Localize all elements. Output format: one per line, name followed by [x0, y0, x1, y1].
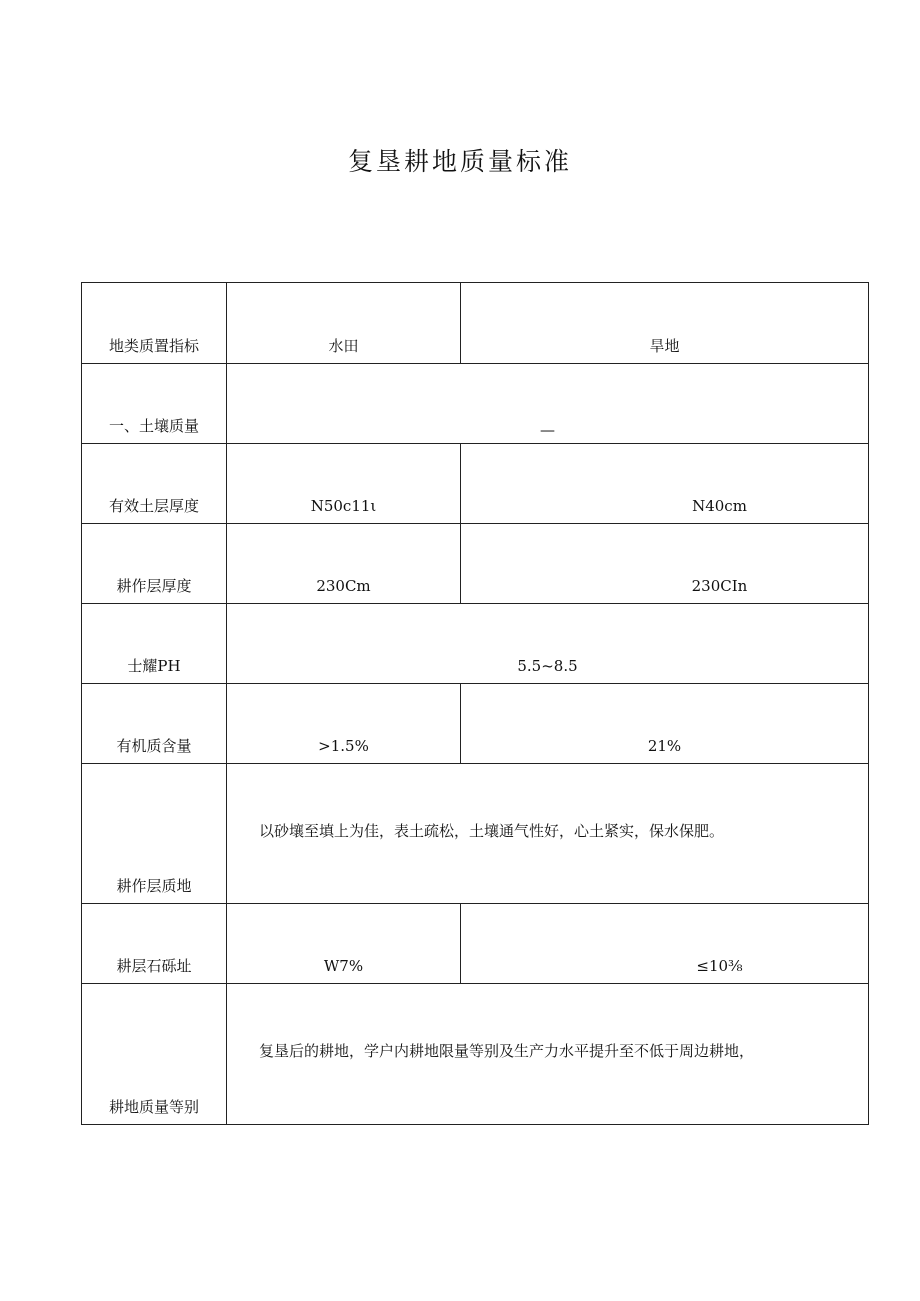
- dry-value-cell: N40cm: [461, 444, 869, 524]
- row-label: 有机质含量: [82, 684, 227, 764]
- merged-value-text: 复垦后的耕地，学户内耕地限量等别及生产力水平提升至不低于周边耕地，: [259, 1042, 755, 1060]
- row-label: 有效土层厚度: [82, 444, 227, 524]
- merged-value-cell: 5.5~8.5: [227, 604, 869, 684]
- page-title: 复垦耕地质量标准: [347, 147, 572, 176]
- table-row: [82, 764, 869, 904]
- dry-value-cell: 230CIn: [461, 524, 869, 604]
- paddy-value-cell: W7%: [227, 904, 461, 984]
- merged-value-cell: [227, 764, 869, 904]
- row-label: 士耀PH: [82, 604, 227, 684]
- table-row: [82, 444, 869, 524]
- dry-value-cell: ≤10⅜: [461, 904, 869, 984]
- header-dry-cell: 旱地: [461, 283, 869, 364]
- table-row: [82, 524, 869, 604]
- table-row: [82, 684, 869, 764]
- paddy-value-cell: N50c11ι: [227, 444, 461, 524]
- quality-standard-table: [81, 282, 869, 1125]
- merged-value-cell: —: [227, 364, 869, 444]
- dry-value-cell: 21%: [461, 684, 869, 764]
- paddy-value-cell: >1.5%: [227, 684, 461, 764]
- table-row: [82, 904, 869, 984]
- row-label: 耕地质量等别: [82, 984, 227, 1125]
- table-row: [82, 984, 869, 1125]
- row-label: 耕层石砾址: [82, 904, 227, 984]
- row-label: 耕作层质地: [82, 764, 227, 904]
- row-label: 一、土壤质量: [82, 364, 227, 444]
- merged-value-cell: [227, 984, 869, 1125]
- merged-value-text: 以砂壤至填上为佳，表土疏松，土壤通气性好，心土紧实，保水保肥。: [259, 822, 725, 840]
- header-index-cell: 地类质置指标: [82, 283, 227, 364]
- table-header-row: [82, 283, 869, 364]
- table-row: [82, 364, 869, 444]
- row-label: 耕作层厚度: [82, 524, 227, 604]
- header-paddy-cell: 水田: [227, 283, 461, 364]
- table-row: [82, 604, 869, 684]
- paddy-value-cell: 230Cm: [227, 524, 461, 604]
